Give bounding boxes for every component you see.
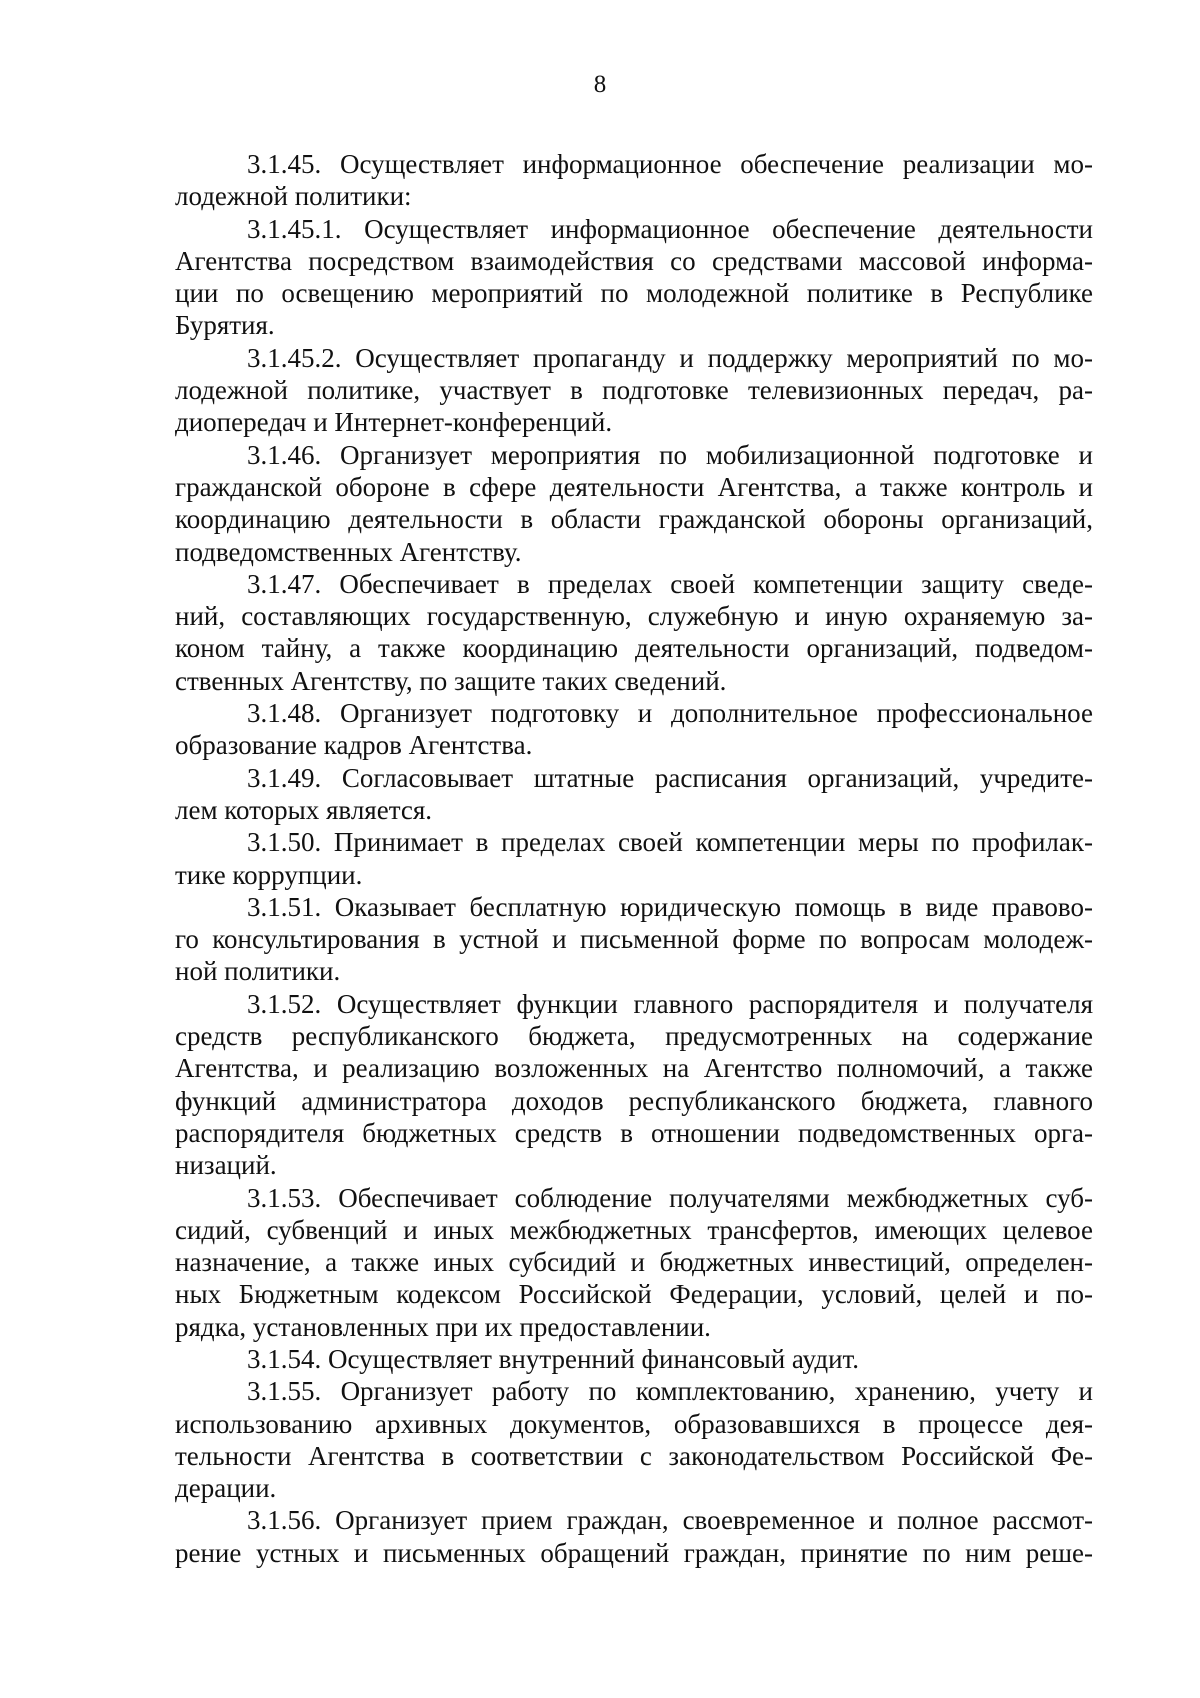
paragraph-first-line: 3.1.50. Принимает в пределах своей компетенции меры по профилак- xyxy=(247,827,1093,858)
paragraph-line: ции по освещению мероприятий по молодежной политике в Республике xyxy=(175,278,1093,309)
paragraph-first-line: 3.1.55. Организует работу по комплектованию, хранению, учету и xyxy=(247,1376,1093,1407)
paragraph-line: ний, составляющих государственную, служебную и иную охраняемую за- xyxy=(175,601,1093,632)
paragraph-first-line: 3.1.49. Согласовывает штатные расписания организаций, учредите- xyxy=(247,762,1093,793)
paragraph-line: ных Бюджетным кодексом Российской Федерации, условий, целей и по- xyxy=(175,1279,1093,1310)
paragraph-line: го консультирования в устной и письменной форме по вопросам молодеж- xyxy=(175,924,1093,955)
document-body xyxy=(175,148,1093,1569)
paragraph-line: диопередач и Интернет-конференций. xyxy=(175,407,613,438)
paragraph-first-line: 3.1.51. Оказывает бесплатную юридическую помощь в виде правово- xyxy=(247,891,1093,922)
paragraph-line: низаций. xyxy=(175,1150,277,1181)
paragraph-line: лем которых является. xyxy=(175,794,432,825)
paragraph-line: средств республиканского бюджета, предусмотренных на содержание xyxy=(175,1021,1093,1052)
paragraph-line: подведомственных Агентству. xyxy=(175,536,522,567)
paragraph-line: гражданской обороне в сфере деятельности Агентства, а также контроль и xyxy=(175,471,1093,502)
paragraph-line: ственных Агентству, по защите таких сведений. xyxy=(175,665,727,696)
paragraph-line: ной политики. xyxy=(175,956,341,987)
paragraph-first-line: 3.1.45.1. Осуществляет информационное обеспечение деятельности xyxy=(247,213,1093,244)
paragraph-line: тельности Агентства в соответствии с законодательством Российской Фе- xyxy=(175,1440,1093,1471)
paragraph-first-line: 3.1.45. Осуществляет информационное обеспечение реализации мо- xyxy=(247,149,1093,179)
paragraph-line: Бурятия. xyxy=(175,310,275,341)
paragraph-first-line: 3.1.47. Обеспечивает в пределах своей компетенции защиту сведе- xyxy=(247,568,1093,599)
paragraph-line: координацию деятельности в области гражданской обороны организаций, xyxy=(175,504,1093,535)
paragraph-line: сидий, субвенций и иных межбюджетных трансфертов, имеющих целевое xyxy=(175,1214,1093,1245)
paragraph-line: распорядителя бюджетных средств в отношении подведомственных орга- xyxy=(175,1117,1093,1148)
paragraph-first-line: 3.1.52. Осуществляет функции главного распорядителя и получателя xyxy=(247,988,1093,1019)
paragraph-line: рение устных и письменных обращений граждан, принятие по ним реше- xyxy=(175,1537,1093,1568)
paragraph-line: функций администратора доходов республиканского бюджета, главного xyxy=(175,1085,1093,1116)
paragraph-line: назначение, а также иных субсидий и бюджетных инвестиций, определен- xyxy=(175,1247,1093,1278)
paragraph-line: лодежной политики: xyxy=(175,181,412,212)
paragraph-line: дерации. xyxy=(175,1473,277,1504)
paragraph-line: образование кадров Агентства. xyxy=(175,730,533,761)
paragraph-first-line: 3.1.56. Организует прием граждан, своевременное и полное рассмот- xyxy=(247,1505,1093,1536)
paragraph-line: тике коррупции. xyxy=(175,859,363,890)
paragraph-first-line: 3.1.53. Обеспечивает соблюдение получателями межбюджетных суб- xyxy=(247,1182,1093,1213)
paragraph-line: коном тайну, а также координацию деятельности организаций, подведом- xyxy=(175,633,1093,664)
paragraph-first-line: 3.1.54. Осуществляет внутренний финансовый аудит. xyxy=(247,1343,860,1374)
paragraph-line: Агентства посредством взаимодействия со средствами массовой информа- xyxy=(175,245,1093,276)
paragraph-first-line: 3.1.48. Организует подготовку и дополнительное профессиональное xyxy=(247,698,1093,729)
paragraph-line: использованию архивных документов, образовавшихся в процессе дея- xyxy=(175,1408,1093,1439)
paragraph-line: рядка, установленных при их предоставлении. xyxy=(175,1311,711,1342)
paragraph-line: лодежной политике, участвует в подготовке телевизионных передач, ра- xyxy=(175,375,1093,406)
paragraph-first-line: 3.1.46. Организует мероприятия по мобилизационной подготовке и xyxy=(247,439,1093,470)
paragraph-line: Агентства, и реализацию возложенных на Агентство полномочий, а также xyxy=(175,1053,1093,1084)
paragraph-first-line: 3.1.45.2. Осуществляет пропаганду и поддержку мероприятий по мо- xyxy=(247,342,1093,373)
page-number: 8 xyxy=(593,71,607,98)
